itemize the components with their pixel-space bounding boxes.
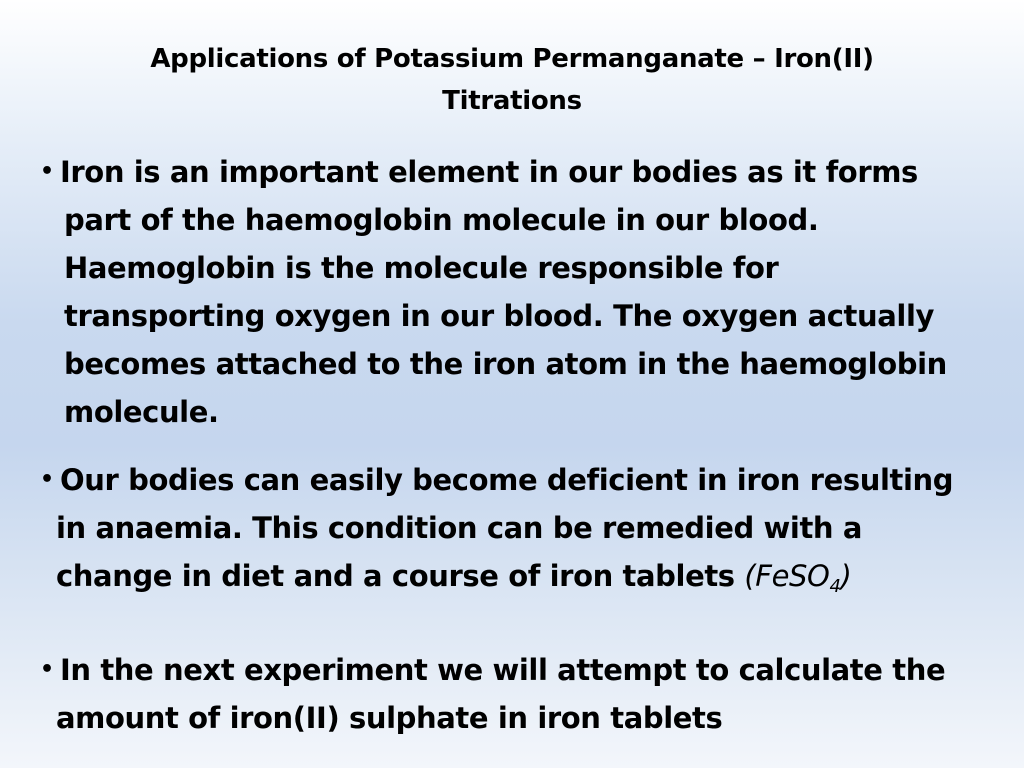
slide-title-line-2: Titrations: [442, 86, 582, 116]
bullet-text-line: Iron is an important element in our bodies as it forms: [60, 155, 918, 189]
slide-title-line-1: Applications of Potassium Permanganate – Iron(II): [150, 44, 874, 74]
bullet-text-line: Haemoglobin is the molecule responsible for: [64, 251, 779, 285]
bullet-text-line: In the next experiment we will attempt to calculate the: [60, 653, 946, 687]
chemical-formula: [744, 559, 852, 597]
bullet-text-line: part of the haemoglobin molecule in our blood.: [64, 203, 819, 237]
bullet-text-line-with-formula: [40, 552, 953, 600]
bullet-marker: •: [40, 467, 54, 492]
formula-close: ): [840, 559, 852, 593]
bullet-text-line: transporting oxygen in our blood. The oxygen actually: [64, 299, 935, 333]
bullet-text-segment: change in diet and a course of iron tablets: [56, 559, 745, 593]
bullet-marker: •: [40, 159, 54, 184]
bullet-text-line: amount of iron(II) sulphate in iron tablets: [56, 701, 723, 735]
bullet-iron-haemoglobin: [40, 148, 947, 436]
bullet-next-experiment: [40, 646, 945, 742]
bullet-text-line: becomes attached to the iron atom in the haemoglobin: [64, 347, 947, 381]
formula-open: (FeSO: [744, 559, 830, 593]
bullet-text-line: molecule.: [64, 395, 219, 429]
bullet-marker: •: [40, 657, 54, 682]
bullet-iron-deficiency: [40, 456, 953, 600]
slide-title: [80, 38, 944, 122]
formula-subscript: 4: [829, 576, 841, 597]
bullet-text-line: Our bodies can easily become deficient in iron resulting: [60, 463, 954, 497]
bullet-text-line: in anaemia. This condition can be remedied with a: [56, 511, 863, 545]
